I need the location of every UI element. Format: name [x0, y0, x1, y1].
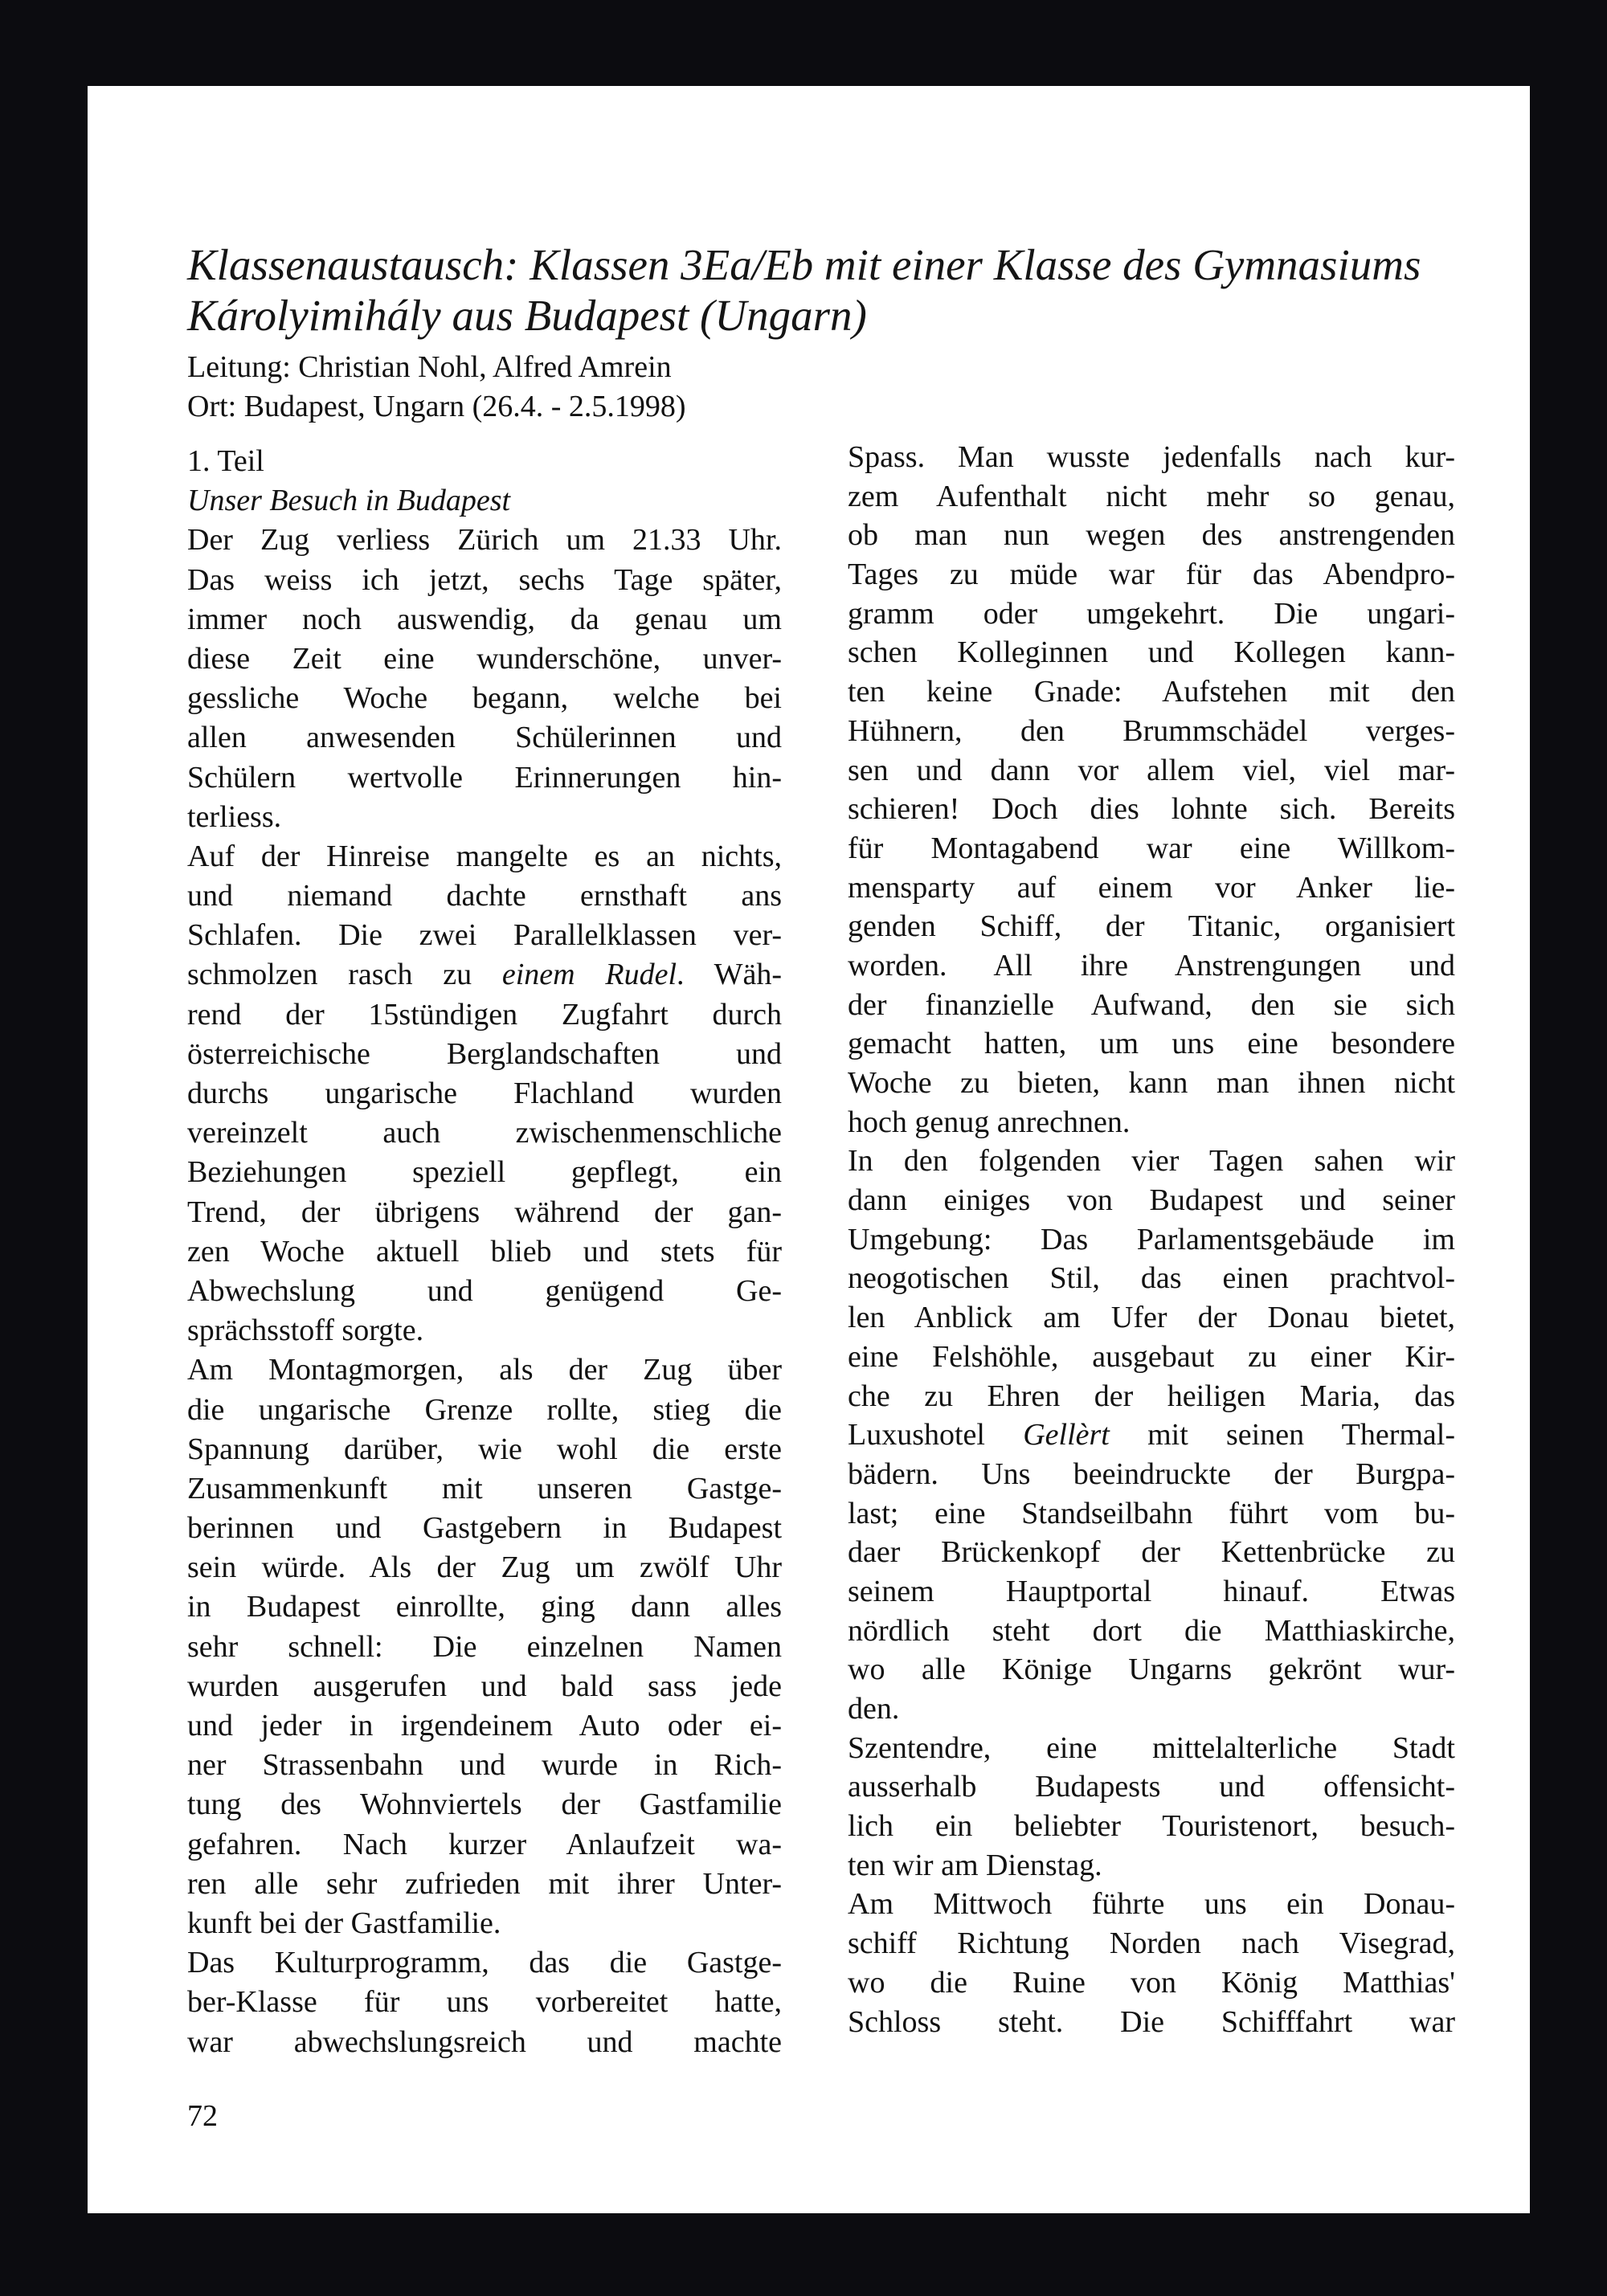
right-column-body	[848, 438, 1455, 2041]
text-line: ob man nun wegen des anstrengenden	[848, 518, 1455, 553]
text-line: Der Zug verliess Zürich um 21.33 Uhr.	[187, 523, 782, 558]
title-line-2: Károlyimihály aus Budapest (Ungarn)	[187, 291, 867, 340]
section-title: Unser Besuch in Budapest	[187, 484, 511, 518]
text-line: lich ein beliebter Touristenort, besuch-	[848, 1809, 1455, 1844]
text-line: und jeder in irgendeinem Auto oder ei-	[187, 1709, 782, 1742]
text-line: Schülern wertvolle Erinnerungen hin-	[187, 760, 782, 795]
ort-line: Ort: Budapest, Ungarn (26.4. - 2.5.1998)	[187, 390, 686, 423]
text-line: seinem Hauptportal hinauf. Etwas	[848, 1574, 1455, 1608]
book-page	[88, 86, 1530, 2213]
text-line: Das Kulturprogramm, das die Gastge-	[187, 1946, 782, 1980]
text-line: mensparty auf einem vor Anker lie-	[848, 870, 1455, 905]
text-line: schiff Richtung Norden nach Visegrad,	[848, 1926, 1455, 1961]
text-line: Spass. Man wusste jedenfalls nach kur-	[848, 440, 1455, 474]
text-line: Hühnern, den Brummschädel verges-	[848, 713, 1455, 748]
text-line: sen und dann vor allem viel, viel mar-	[848, 753, 1455, 787]
text-line: für Montagabend war eine Willkom-	[848, 831, 1455, 865]
left-column	[187, 442, 782, 2062]
text-line: ten keine Gnade: Aufstehen mit den	[848, 675, 1455, 709]
text-line: ausserhalb Budapests und offensicht-	[848, 1770, 1455, 1804]
text-line: den.	[848, 1692, 900, 1726]
text-line: diese Zeit eine wunderschöne, unver-	[187, 641, 782, 676]
text-line: dann einiges von Budapest und seiner	[848, 1183, 1455, 1218]
text-line: wurden ausgerufen und bald sass jede	[187, 1669, 782, 1703]
text-line: allen anwesenden Schülerinnen und	[187, 721, 782, 755]
text-line: vereinzelt auch zwischenmenschliche	[187, 1116, 782, 1150]
text-line: der finanzielle Aufwand, den sie sich	[848, 987, 1455, 1022]
text-line: durchs ungarische Flachland wurden	[187, 1077, 782, 1110]
text-line: gramm oder umgekehrt. Die ungari-	[848, 596, 1455, 631]
text-line: Zusammenkunft mit unseren Gastge-	[187, 1471, 782, 1505]
left-column-body	[187, 521, 782, 2061]
text-line: schmolzen rasch zu einem Rudel. Wäh-	[187, 958, 783, 992]
text-line: sein würde. Als der Zug um zwölf Uhr	[187, 1550, 782, 1585]
text-line: nördlich steht dort die Matthiaskirche,	[848, 1613, 1455, 1648]
text-line: In den folgenden vier Tagen sahen wir	[848, 1144, 1455, 1179]
text-line: schieren! Doch dies lohnte sich. Bereits	[848, 792, 1455, 827]
text-line: ten wir am Dienstag.	[848, 1848, 1102, 1882]
text-line: Luxushotel Gellèrt mit seinen Thermal-	[848, 1418, 1455, 1452]
text-line: und niemand dachte ernsthaft ans	[187, 879, 782, 913]
text-line: ber-Klasse für uns vorbereitet hatte,	[187, 1985, 782, 2020]
article-meta	[187, 348, 686, 427]
emphasis-text: einem Rudel	[501, 958, 677, 992]
text-line: wo alle Könige Ungarns gekrönt wur-	[848, 1653, 1455, 1687]
text-line: Spannung darüber, wie wohl die erste	[187, 1432, 782, 1466]
right-column	[848, 438, 1455, 2041]
text-line: Auf der Hinreise mangelte es an nichts,	[187, 839, 782, 873]
text-line: eine Felshöhle, ausgebaut zu einer Kir-	[848, 1339, 1455, 1374]
text-line: last; eine Standseilbahn führt vom bu-	[848, 1496, 1455, 1530]
text-line: Umgebung: Das Parlamentsgebäude im	[848, 1222, 1455, 1256]
text-line: zen Woche aktuell blieb und stets für	[187, 1234, 782, 1269]
text-line: tung des Wohnviertels der Gastfamilie	[187, 1787, 782, 1822]
text-line: che zu Ehren der heiligen Maria, das	[848, 1379, 1455, 1413]
text-line: ner Strassenbahn und wurde in Rich-	[187, 1748, 782, 1783]
text-line: Trend, der übrigens während der gan-	[187, 1195, 782, 1229]
text-line: kunft bei der Gastfamilie.	[187, 1906, 501, 1940]
section-label: 1. Teil	[187, 444, 264, 478]
text-line: österreichische Berglandschaften und	[187, 1036, 782, 1071]
text-line: sehr schnell: Die einzelnen Namen	[187, 1629, 782, 1664]
text-line: immer noch auswendig, da genau um	[187, 602, 782, 636]
text-line: Szentendre, eine mittelalterliche Stadt	[848, 1730, 1455, 1765]
text-line: gefahren. Nach kurzer Anlaufzeit wa-	[187, 1827, 782, 1861]
text-line: bädern. Uns beeindruckte der Burgpa-	[848, 1456, 1455, 1491]
text-line: ren alle sehr zufrieden mit ihrer Unter-	[187, 1866, 782, 1901]
text-line: berinnen und Gastgebern in Budapest	[187, 1511, 782, 1546]
text-line: in Budapest einrollte, ging dann alles	[187, 1590, 782, 1624]
text-line: gessliche Woche begann, welche bei	[187, 681, 782, 716]
title-line-1: Klassenaustausch: Klassen 3Ea/Eb mit einer Klasse des Gymnasiums	[187, 240, 1421, 289]
text-line: zem Aufenthalt nicht mehr so genau,	[848, 479, 1455, 513]
text-line: daer Brückenkopf der Kettenbrücke zu	[848, 1535, 1455, 1570]
text-line: rend der 15stündigen Zugfahrt durch	[187, 997, 782, 1032]
text-line: sprächsstoff sorgte.	[187, 1313, 424, 1348]
text-line: schen Kolleginnen und Kollegen kann-	[848, 635, 1455, 670]
text-line: Am Montagmorgen, als der Zug über	[187, 1353, 782, 1387]
article-title	[187, 239, 1441, 341]
text-line: Am Mittwoch führte uns ein Donau-	[848, 1887, 1455, 1922]
text-line: genden Schiff, der Titanic, organisiert	[848, 909, 1455, 944]
text-line: die ungarische Grenze rollte, stieg die	[187, 1392, 782, 1427]
text-line: Das weiss ich jetzt, sechs Tage später,	[187, 562, 782, 597]
text-line: Abwechslung und genügend Ge-	[187, 1273, 782, 1308]
text-line: gemacht hatten, um uns eine besondere	[848, 1027, 1455, 1061]
leitung-line: Leitung: Christian Nohl, Alfred Amrein	[187, 350, 672, 384]
text-line: Schloss steht. Die Schifffahrt war	[848, 2004, 1455, 2039]
emphasis-text: Gellèrt	[1023, 1418, 1110, 1452]
text-line: Woche zu bieten, kann man ihnen nicht	[848, 1066, 1455, 1100]
text-line: len Anblick am Ufer der Donau bietet,	[848, 1301, 1455, 1335]
page-number: 72	[187, 2099, 218, 2133]
text-line: wo die Ruine von König Matthias'	[848, 1965, 1455, 2000]
text-line: Tages zu müde war für das Abendpro-	[848, 558, 1455, 592]
text-line: worden. All ihre Anstrengungen und	[848, 948, 1455, 983]
text-line: hoch genug anrechnen.	[848, 1105, 1131, 1139]
text-line: war abwechslungsreich und machte	[187, 2024, 782, 2059]
text-line: Schlafen. Die zwei Parallelklassen ver-	[187, 918, 782, 953]
text-line: neogotischen Stil, das einen prachtvol-	[848, 1261, 1455, 1296]
text-line: terliess.	[187, 799, 282, 834]
text-line: Beziehungen speziell gepflegt, ein	[187, 1155, 782, 1190]
